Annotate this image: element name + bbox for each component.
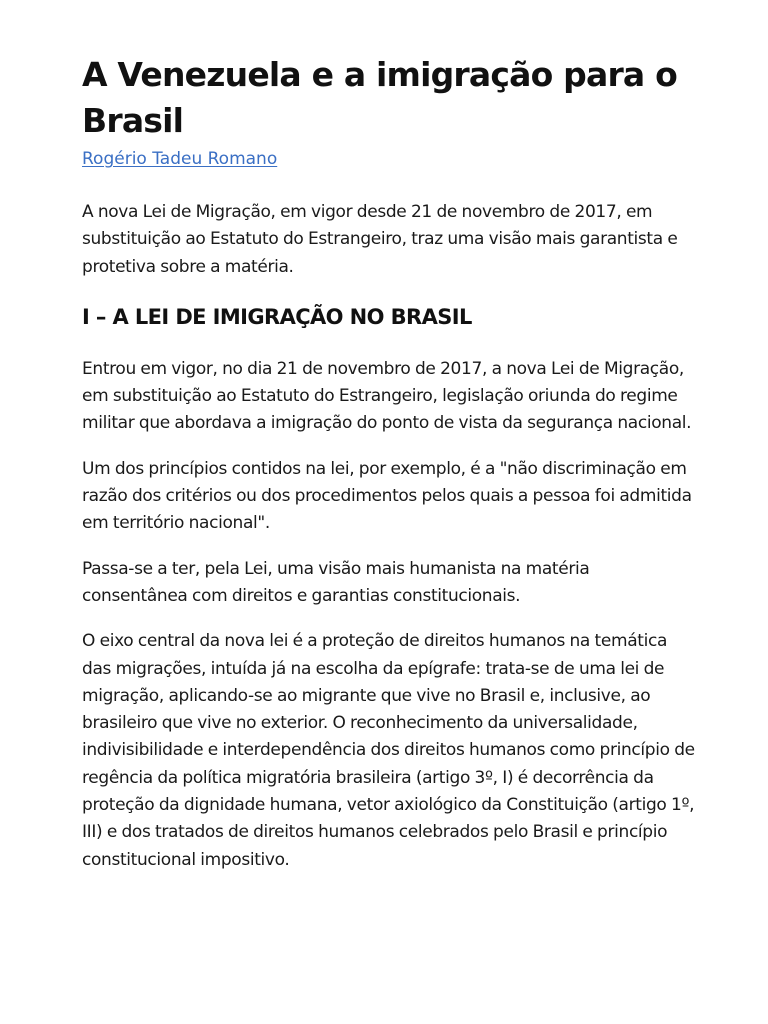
section-heading: I – A LEI DE IMIGRAÇÃO NO BRASIL — [82, 304, 472, 329]
author-link[interactable]: Rogério Tadeu Romano — [82, 149, 278, 169]
body-paragraph-2: Um dos princípios contidos na lei, por exemplo, é a "não discriminação em razão dos critérios ou dos procedimentos pelos quais a pessoa foi admitida em território nacional". — [82, 458, 692, 534]
body-paragraph-4: O eixo central da nova lei é a proteção de direitos humanos na temática das migrações, intuída já na escolha da epígrafe: trata-se de uma lei de migração, aplicando-se ao migrante que vive no Brasil e, inclusive, ao brasileiro que vive no exterior. O reconhecimento da universalidade, indivisibilidade e interdependência dos direitos humanos como princípio de regência da política migratória brasileira (artigo 3º, I) é decorrência da proteção da dignidade humana, vetor axiológico da Constituição (artigo 1º, III) e dos tratados de direitos humanos celebrados pelo Brasil e princípio constitucional impositivo. — [82, 631, 695, 870]
intro-paragraph: A nova Lei de Migração, em vigor desde 21 de novembro de 2017, em substituição ao Estatuto do Estrangeiro, traz uma visão mais garantista e protetiva sobre a matéria. — [82, 202, 678, 277]
body-paragraph-3: Passa-se a ter, pela Lei, uma visão mais humanista na matéria consentânea com direitos e garantias constitucionais. — [82, 558, 590, 606]
article-title: A Venezuela e a imigração para o Brasil — [82, 55, 677, 140]
body-paragraph-1: Entrou em vigor, no dia 21 de novembro de 2017, a nova Lei de Migração, em substituição ao Estatuto do Estrangeiro, legislação oriunda do regime militar que abordava a imigração do ponto de vista da segurança nacional. — [82, 358, 692, 434]
